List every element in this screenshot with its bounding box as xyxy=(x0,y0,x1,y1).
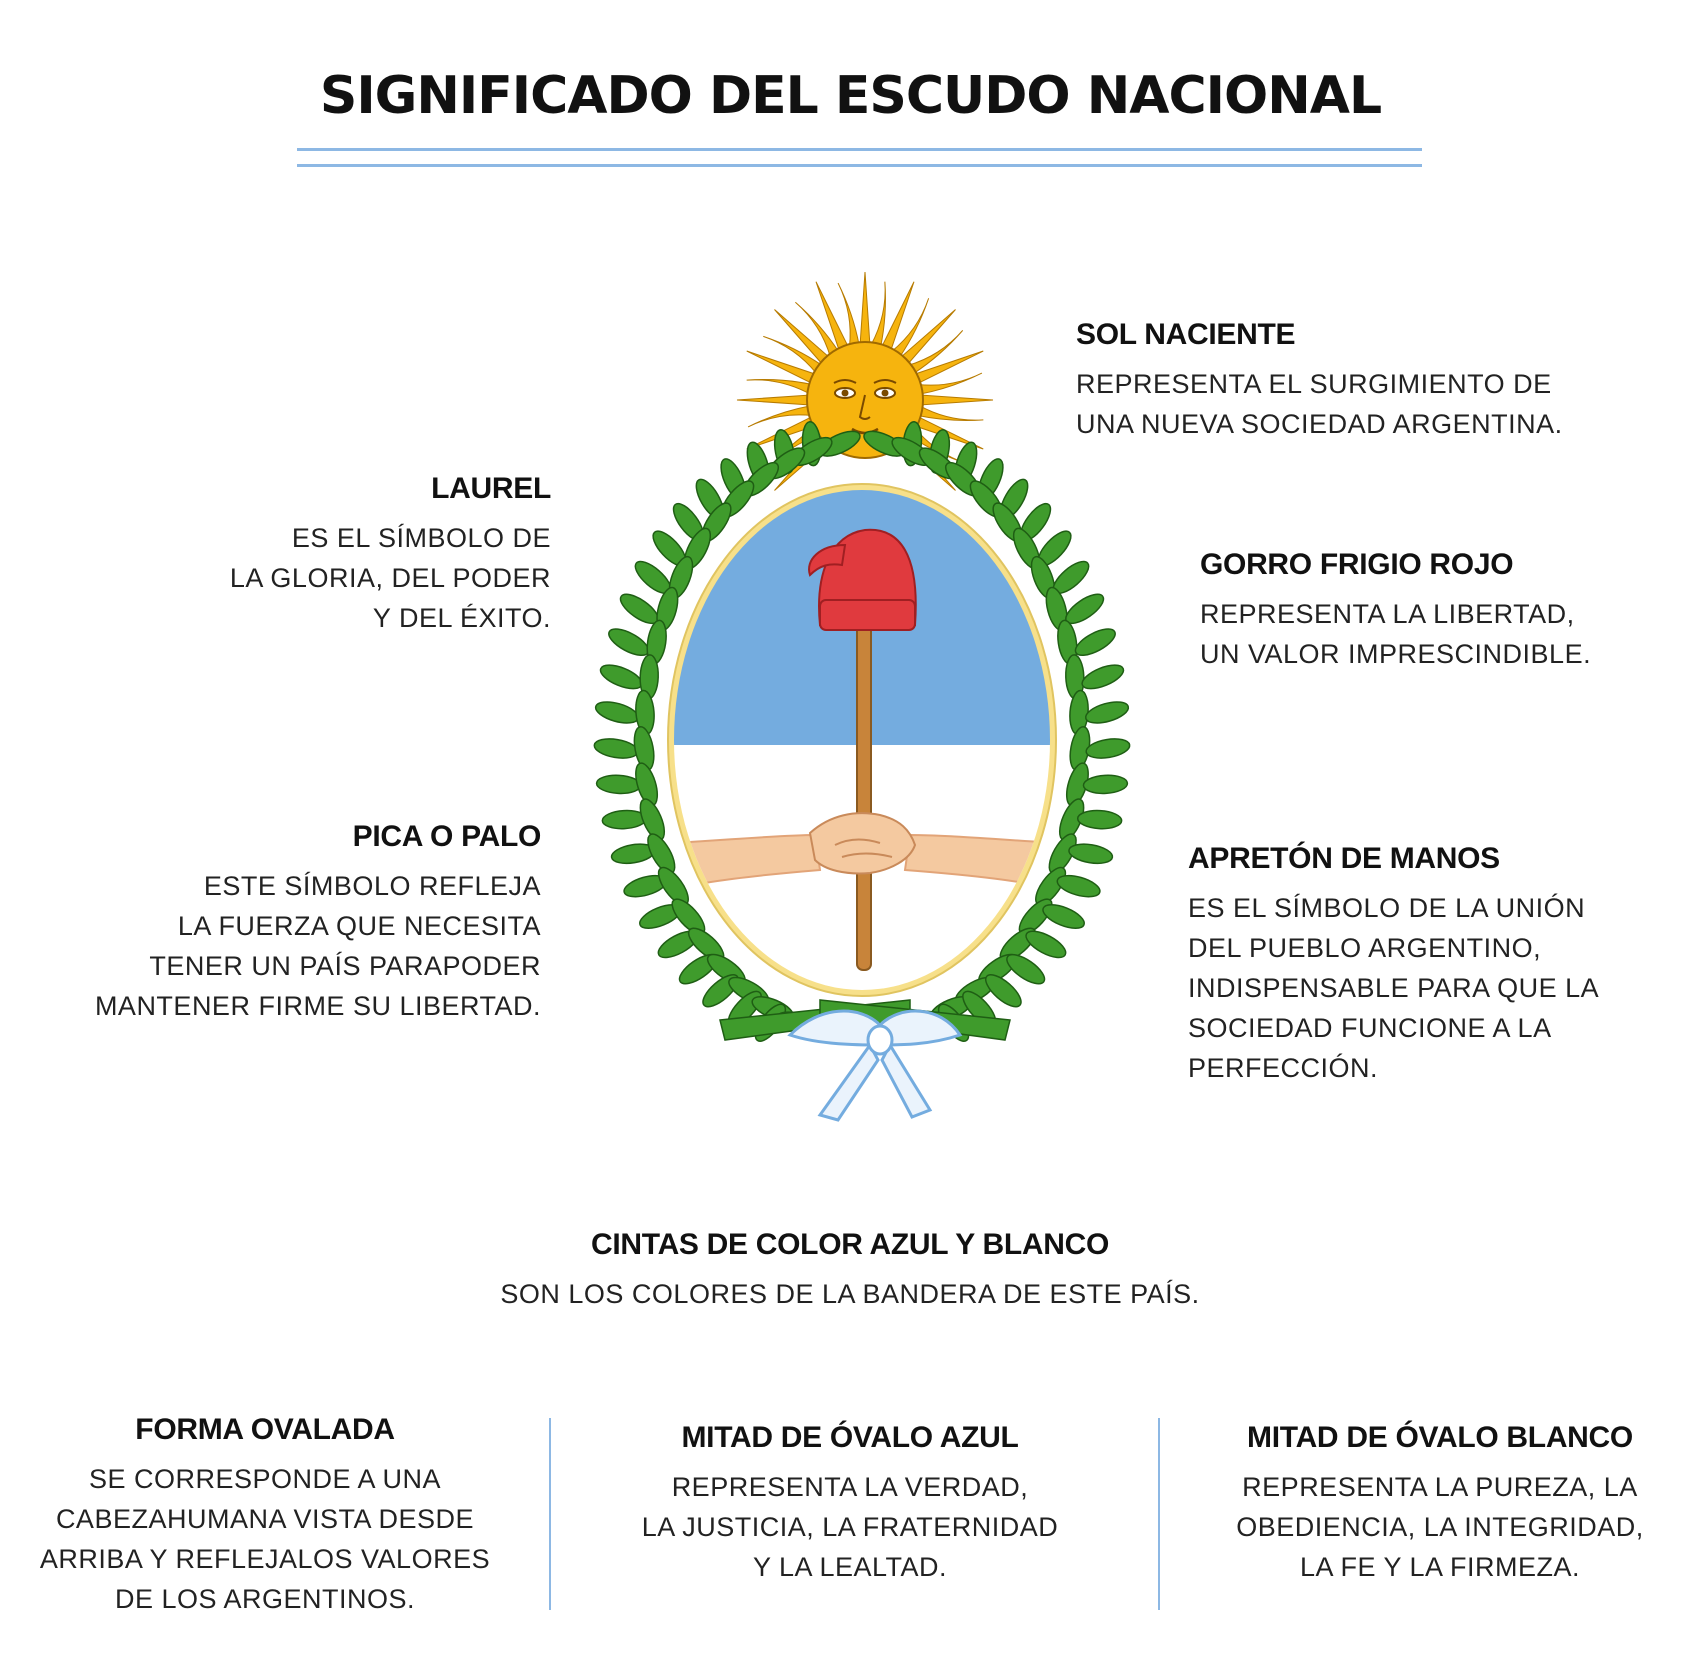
sun-ray xyxy=(737,395,810,405)
pike-icon xyxy=(857,615,871,970)
forma-ovalada-heading: FORMA OVALADA xyxy=(135,1413,395,1446)
laurel-text: ES EL SÍMBOLO DE LA GLORIA, DEL PODER Y DEL ÉXITO. xyxy=(229,523,551,633)
laurel-block xyxy=(230,472,551,638)
laurel-leaf xyxy=(1055,872,1102,901)
pica-block xyxy=(95,820,541,1026)
sun-ray xyxy=(747,380,813,395)
laurel-leaf xyxy=(1083,774,1128,794)
pica-heading: PICA O PALO xyxy=(352,820,541,853)
laurel-leaf xyxy=(1077,809,1122,829)
apreton-block xyxy=(1188,842,1599,1088)
page-title: SIGNIFICADO DEL ESCUDO NACIONAL xyxy=(319,66,1382,126)
apreton-heading: APRETÓN DE MANOS xyxy=(1188,842,1500,875)
laurel-leaf xyxy=(1040,900,1088,933)
mitad-blanco-heading: MITAD DE ÓVALO BLANCO xyxy=(1247,1421,1633,1454)
sol-naciente-text: REPRESENTA EL SURGIMIENTO DE UNA NUEVA SOCIEDAD ARGENTINA. xyxy=(1076,369,1563,439)
sun-ray xyxy=(871,282,886,348)
forma-ovalada-text: SE CORRESPONDE A UNA CABEZAHUMANA VISTA DESDE ARRIBA Y REFLEJALOS VALORES DE LOS ARGENTINOS. xyxy=(39,1464,491,1614)
laurel-leaf xyxy=(596,774,641,794)
sol-naciente-block xyxy=(1076,318,1563,444)
gorro-frigio-text: REPRESENTA LA LIBERTAD, UN VALOR IMPRESCINDIBLE. xyxy=(1200,599,1592,669)
sun-ray xyxy=(914,351,984,384)
laurel-leaf xyxy=(1072,624,1119,661)
pica-text: ESTE SÍMBOLO REFLEJA LA FUERZA QUE NECESITA TENER UN PAÍS PARAPODER MANTENER FIRME SU LIBERTAD. xyxy=(94,871,541,1021)
sun-ray xyxy=(920,395,993,405)
argentina-coat-of-arms-icon xyxy=(580,245,1140,1135)
cintas-block xyxy=(450,1228,1250,1314)
gorro-frigio-block xyxy=(1200,548,1591,674)
title-underline-bottom xyxy=(297,164,1422,167)
column-divider-right xyxy=(1158,1418,1160,1610)
mitad-azul-text: REPRESENTA LA VERDAD, LA JUSTICIA, LA FRATERNIDAD Y LA LEALTAD. xyxy=(641,1472,1059,1582)
laurel-leaf xyxy=(593,736,639,761)
laurel-leaf xyxy=(1079,660,1127,693)
mitad-blanco-text: REPRESENTA LA PUREZA, LA OBEDIENCIA, LA INTEGRIDAD, LA FE Y LA FIRMEZA. xyxy=(1236,1472,1644,1582)
laurel-leaf xyxy=(1083,698,1130,727)
cintas-text: SON LOS COLORES DE LA BANDERA DE ESTE PAÍS. xyxy=(500,1279,1200,1309)
laurel-heading: LAUREL xyxy=(431,472,551,505)
column-divider-left xyxy=(549,1418,551,1610)
title-underline-top xyxy=(297,148,1422,151)
mitad-azul-block xyxy=(610,1421,1090,1587)
mitad-azul-heading: MITAD DE ÓVALO AZUL xyxy=(681,1421,1019,1454)
laurel-leaf xyxy=(593,698,640,727)
gorro-frigio-heading: GORRO FRIGIO ROJO xyxy=(1200,548,1514,581)
cintas-heading: CINTAS DE COLOR AZUL Y BLANCO xyxy=(591,1228,1109,1261)
apreton-text: ES EL SÍMBOLO DE LA UNIÓN DEL PUEBLO ARGENTINO, INDISPENSABLE PARA QUE LA SOCIEDAD FUNCIONE A LA PERFECCIÓN. xyxy=(1188,893,1600,1083)
sun-ray xyxy=(918,406,984,421)
mitad-blanco-block xyxy=(1200,1421,1680,1587)
laurel-leaf xyxy=(605,624,652,661)
sol-naciente-heading: SOL NACIENTE xyxy=(1076,318,1296,351)
laurel-leaf xyxy=(1085,736,1131,761)
sun-ray xyxy=(860,272,870,345)
forma-ovalada-block xyxy=(20,1413,510,1619)
blue-white-ribbon-icon xyxy=(790,1011,960,1120)
laurel-leaf xyxy=(597,660,645,693)
laurel-leaf xyxy=(1068,841,1114,866)
sun-ray xyxy=(816,282,849,352)
